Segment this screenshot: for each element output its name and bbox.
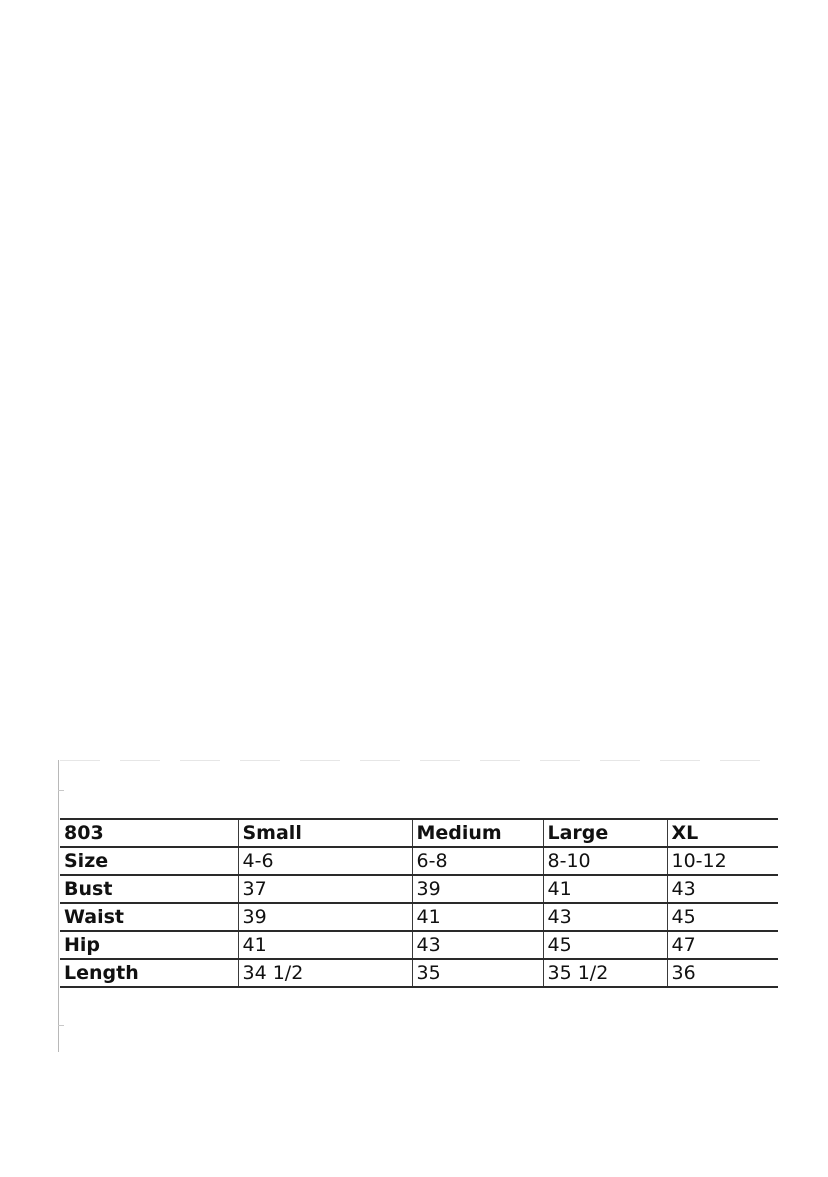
spreadsheet-area [58,760,780,1052]
table-cell: 41 [543,875,667,903]
row-label: Size [60,847,238,875]
table-cell: 35 1/2 [543,959,667,987]
column-header-large: Large [543,819,667,847]
row-tick [58,790,64,791]
table-cell: 43 [667,875,778,903]
table-row [60,847,778,875]
table-cell: 10-12 [667,847,778,875]
row-label: Length [60,959,238,987]
row-label: Hip [60,931,238,959]
table-cell: 36 [667,959,778,987]
table-cell: 35 [412,959,543,987]
column-header-small: Small [238,819,412,847]
size-chart-table [60,818,778,988]
style-number-cell: 803 [60,819,238,847]
sheet-faint-gridline [60,760,778,761]
table-cell: 43 [412,931,543,959]
table-cell: 41 [412,903,543,931]
table-cell: 37 [238,875,412,903]
row-tick [58,1025,64,1026]
table-cell: 41 [238,931,412,959]
table-cell: 8-10 [543,847,667,875]
table-cell: 6-8 [412,847,543,875]
table-cell: 39 [238,903,412,931]
table-cell: 43 [543,903,667,931]
table-row [60,903,778,931]
table-header-row [60,819,778,847]
row-label: Bust [60,875,238,903]
table-cell: 45 [667,903,778,931]
table-cell: 34 1/2 [238,959,412,987]
table-cell: 39 [412,875,543,903]
table-cell: 47 [667,931,778,959]
table-row [60,931,778,959]
column-header-medium: Medium [412,819,543,847]
table-row [60,875,778,903]
table-row [60,959,778,987]
table-cell: 4-6 [238,847,412,875]
row-label: Waist [60,903,238,931]
column-header-xl: XL [667,819,778,847]
table-cell: 45 [543,931,667,959]
sheet-left-border [58,760,59,1052]
